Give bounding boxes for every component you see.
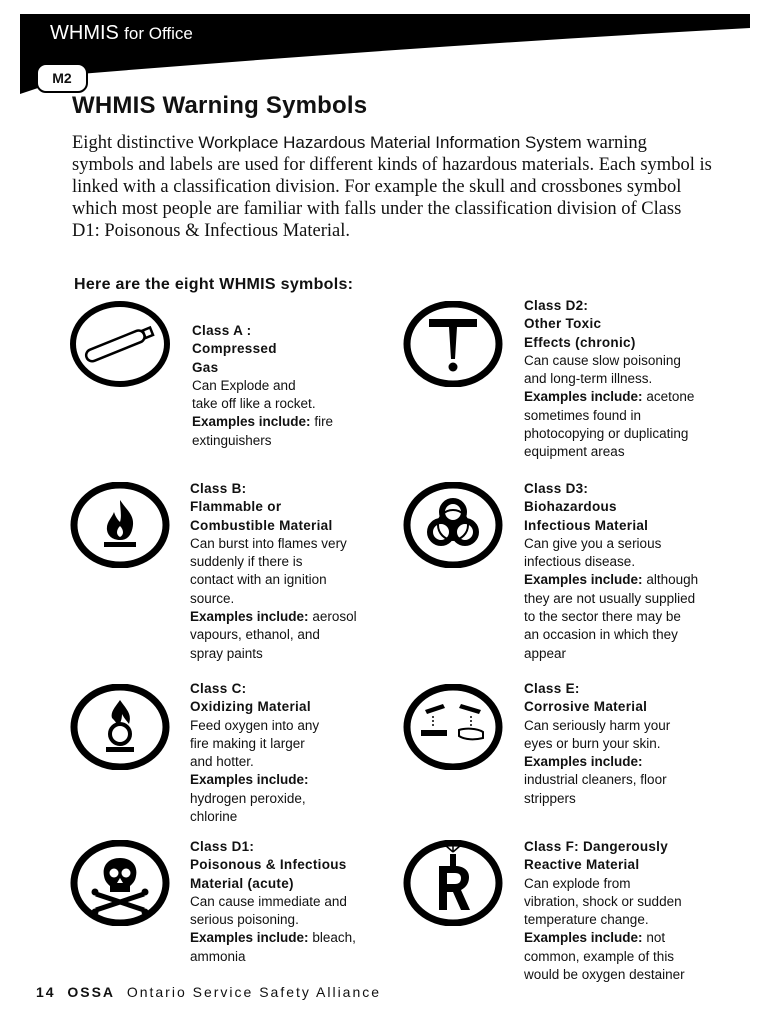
examples-text: not (646, 930, 666, 946)
examples-text: bleach, (312, 930, 356, 946)
examples-line: chlorine (190, 809, 238, 825)
class-d3-line-3: Infectious Material (524, 517, 649, 533)
header-brand: WHMIS (50, 22, 119, 44)
desc-line: serious poisoning. (190, 912, 299, 928)
header-title (50, 22, 193, 45)
page-title: WHMIS Warning Symbols (72, 92, 368, 119)
examples-line (524, 388, 734, 406)
examples-line: an occasion in which they (524, 627, 678, 643)
desc-line: Can cause slow poisoning (524, 352, 681, 368)
desc-line: and hotter. (190, 754, 254, 770)
desc-line: fire making it larger (190, 735, 305, 751)
class-e-line-2: Corrosive Material (524, 699, 648, 715)
examples-line: appear (524, 645, 567, 661)
flame-icon (70, 482, 170, 568)
intro-part1: Eight distinctive (72, 133, 194, 153)
class-b-line-2: Flammable or (190, 499, 282, 515)
class-f-line-2: Reactive Material (524, 857, 640, 873)
symbol-description-class-f (524, 838, 739, 984)
footer-org-short: OSSA (67, 984, 116, 1000)
footer-org-full: Ontario Service Safety Alliance (126, 984, 382, 1000)
symbol-description-class-e (524, 680, 734, 808)
examples-line: photocopying or duplicating (524, 426, 689, 442)
class-d3-line-1: Class D3: (524, 481, 589, 496)
examples-label: Examples include: (190, 930, 309, 946)
class-d2-line-3: Effects (chronic) (524, 334, 636, 350)
examples-label: Examples include: (524, 389, 643, 405)
examples-label: Examples include: (524, 930, 643, 946)
module-tab: M2 (36, 63, 88, 93)
examples-line (190, 929, 390, 947)
examples-line: extinguishers (192, 432, 272, 448)
examples-line: equipment areas (524, 444, 625, 460)
examples-line: hydrogen peroxide, (190, 790, 306, 806)
examples-label: Examples include: (524, 572, 643, 588)
class-a-line-2: Compressed (192, 341, 277, 357)
desc-line: contact with an ignition (190, 572, 327, 588)
examples-label: Examples include: (192, 414, 311, 430)
class-c-line-2: Oxidizing Material (190, 699, 311, 715)
desc-line: infectious disease. (524, 554, 636, 570)
desc-line: suddenly if there is (190, 554, 303, 570)
class-f-line-1: Class F: Dangerously (524, 839, 669, 854)
desc-line: Can burst into flames very (190, 535, 347, 551)
examples-line (190, 608, 390, 626)
class-d1-line-1: Class D1: (190, 839, 255, 854)
desc-line: temperature change. (524, 912, 649, 928)
examples-line: sometimes found in (524, 407, 642, 423)
class-a-line-3: Gas (192, 359, 219, 375)
examples-text: aerosol (312, 609, 357, 625)
class-a-line-1: Class A : (192, 323, 252, 338)
class-d3-line-2: Biohazardous (524, 499, 617, 515)
desc-line: vibration, shock or sudden (524, 893, 682, 909)
examples-line: ammonia (190, 948, 246, 964)
class-d1-line-2: Poisonous & Infectious (190, 857, 347, 873)
desc-line: Can explode from (524, 875, 631, 891)
intro-paragraph (72, 132, 712, 242)
examples-line (524, 929, 739, 947)
class-d2-line-2: Other Toxic (524, 316, 602, 332)
biohazard-icon (403, 482, 503, 568)
examples-line: common, example of this (524, 948, 675, 964)
desc-line: Can Explode and (192, 377, 296, 393)
header-banner (20, 14, 750, 94)
symbol-description-class-d3 (524, 480, 734, 663)
examples-label: Examples include: (190, 772, 309, 788)
dangerously-reactive-icon (403, 840, 503, 926)
class-b-line-1: Class B: (190, 481, 247, 496)
desc-line: Can seriously harm your (524, 717, 671, 733)
examples-line (192, 413, 392, 431)
examples-line: industrial cleaners, floor (524, 772, 667, 788)
desc-line: and long-term illness. (524, 371, 653, 387)
class-d1-line-3: Material (acute) (190, 875, 294, 891)
symbol-description-class-b (190, 480, 390, 663)
desc-line: take off like a rocket. (192, 396, 316, 412)
symbol-description-class-d1 (190, 838, 390, 966)
header-subtitle: for Office (124, 24, 193, 43)
desc-line: Feed oxygen into any (190, 717, 320, 733)
corrosive-icon (403, 684, 503, 770)
desc-line: Can give you a serious (524, 535, 662, 551)
examples-line: they are not usually supplied (524, 590, 696, 606)
class-c-line-1: Class C: (190, 681, 247, 696)
examples-line (524, 753, 734, 771)
symbol-description-class-d2 (524, 297, 734, 462)
examples-label: Examples include: (190, 609, 309, 625)
intro-part3: warning symbols and labels are used for different kinds of hazardous materials. Each symbol is linked with a classification division. For example the skull and crossbones symbol which most people are familiar with falls under the classification division of Class D1: Poisonous & Infectious Material. (72, 133, 712, 241)
examples-text: fire (314, 414, 334, 430)
examples-text: acetone (646, 389, 695, 405)
examples-line: vapours, ethanol, and (190, 627, 320, 643)
examples-line (524, 571, 734, 589)
examples-line: strippers (524, 790, 576, 806)
examples-line: spray paints (190, 645, 263, 661)
examples-line: would be oxygen destainer (524, 967, 685, 983)
desc-line: source. (190, 590, 235, 606)
examples-line (190, 771, 390, 789)
symbol-description-class-c (190, 680, 390, 826)
compressed-gas-cylinder-icon (70, 301, 170, 387)
flame-over-circle-icon (70, 684, 170, 770)
page-footer (36, 984, 381, 1000)
class-b-line-3: Combustible Material (190, 517, 333, 533)
toxic-t-icon (403, 301, 503, 387)
desc-line: eyes or burn your skin. (524, 735, 661, 751)
examples-text: although (646, 572, 699, 588)
intro-part2: Workplace Hazardous Material Information System (198, 133, 582, 152)
class-e-line-1: Class E: (524, 681, 580, 696)
symbol-description-class-a (192, 322, 392, 450)
examples-line: to the sector there may be (524, 609, 681, 625)
class-d2-line-1: Class D2: (524, 298, 589, 313)
examples-label: Examples include: (524, 754, 643, 770)
desc-line: Can cause immediate and (190, 893, 347, 909)
skull-crossbones-icon (70, 840, 170, 926)
section-subhead: Here are the eight WHMIS symbols: (74, 276, 354, 293)
page-number: 14 (36, 984, 56, 1000)
